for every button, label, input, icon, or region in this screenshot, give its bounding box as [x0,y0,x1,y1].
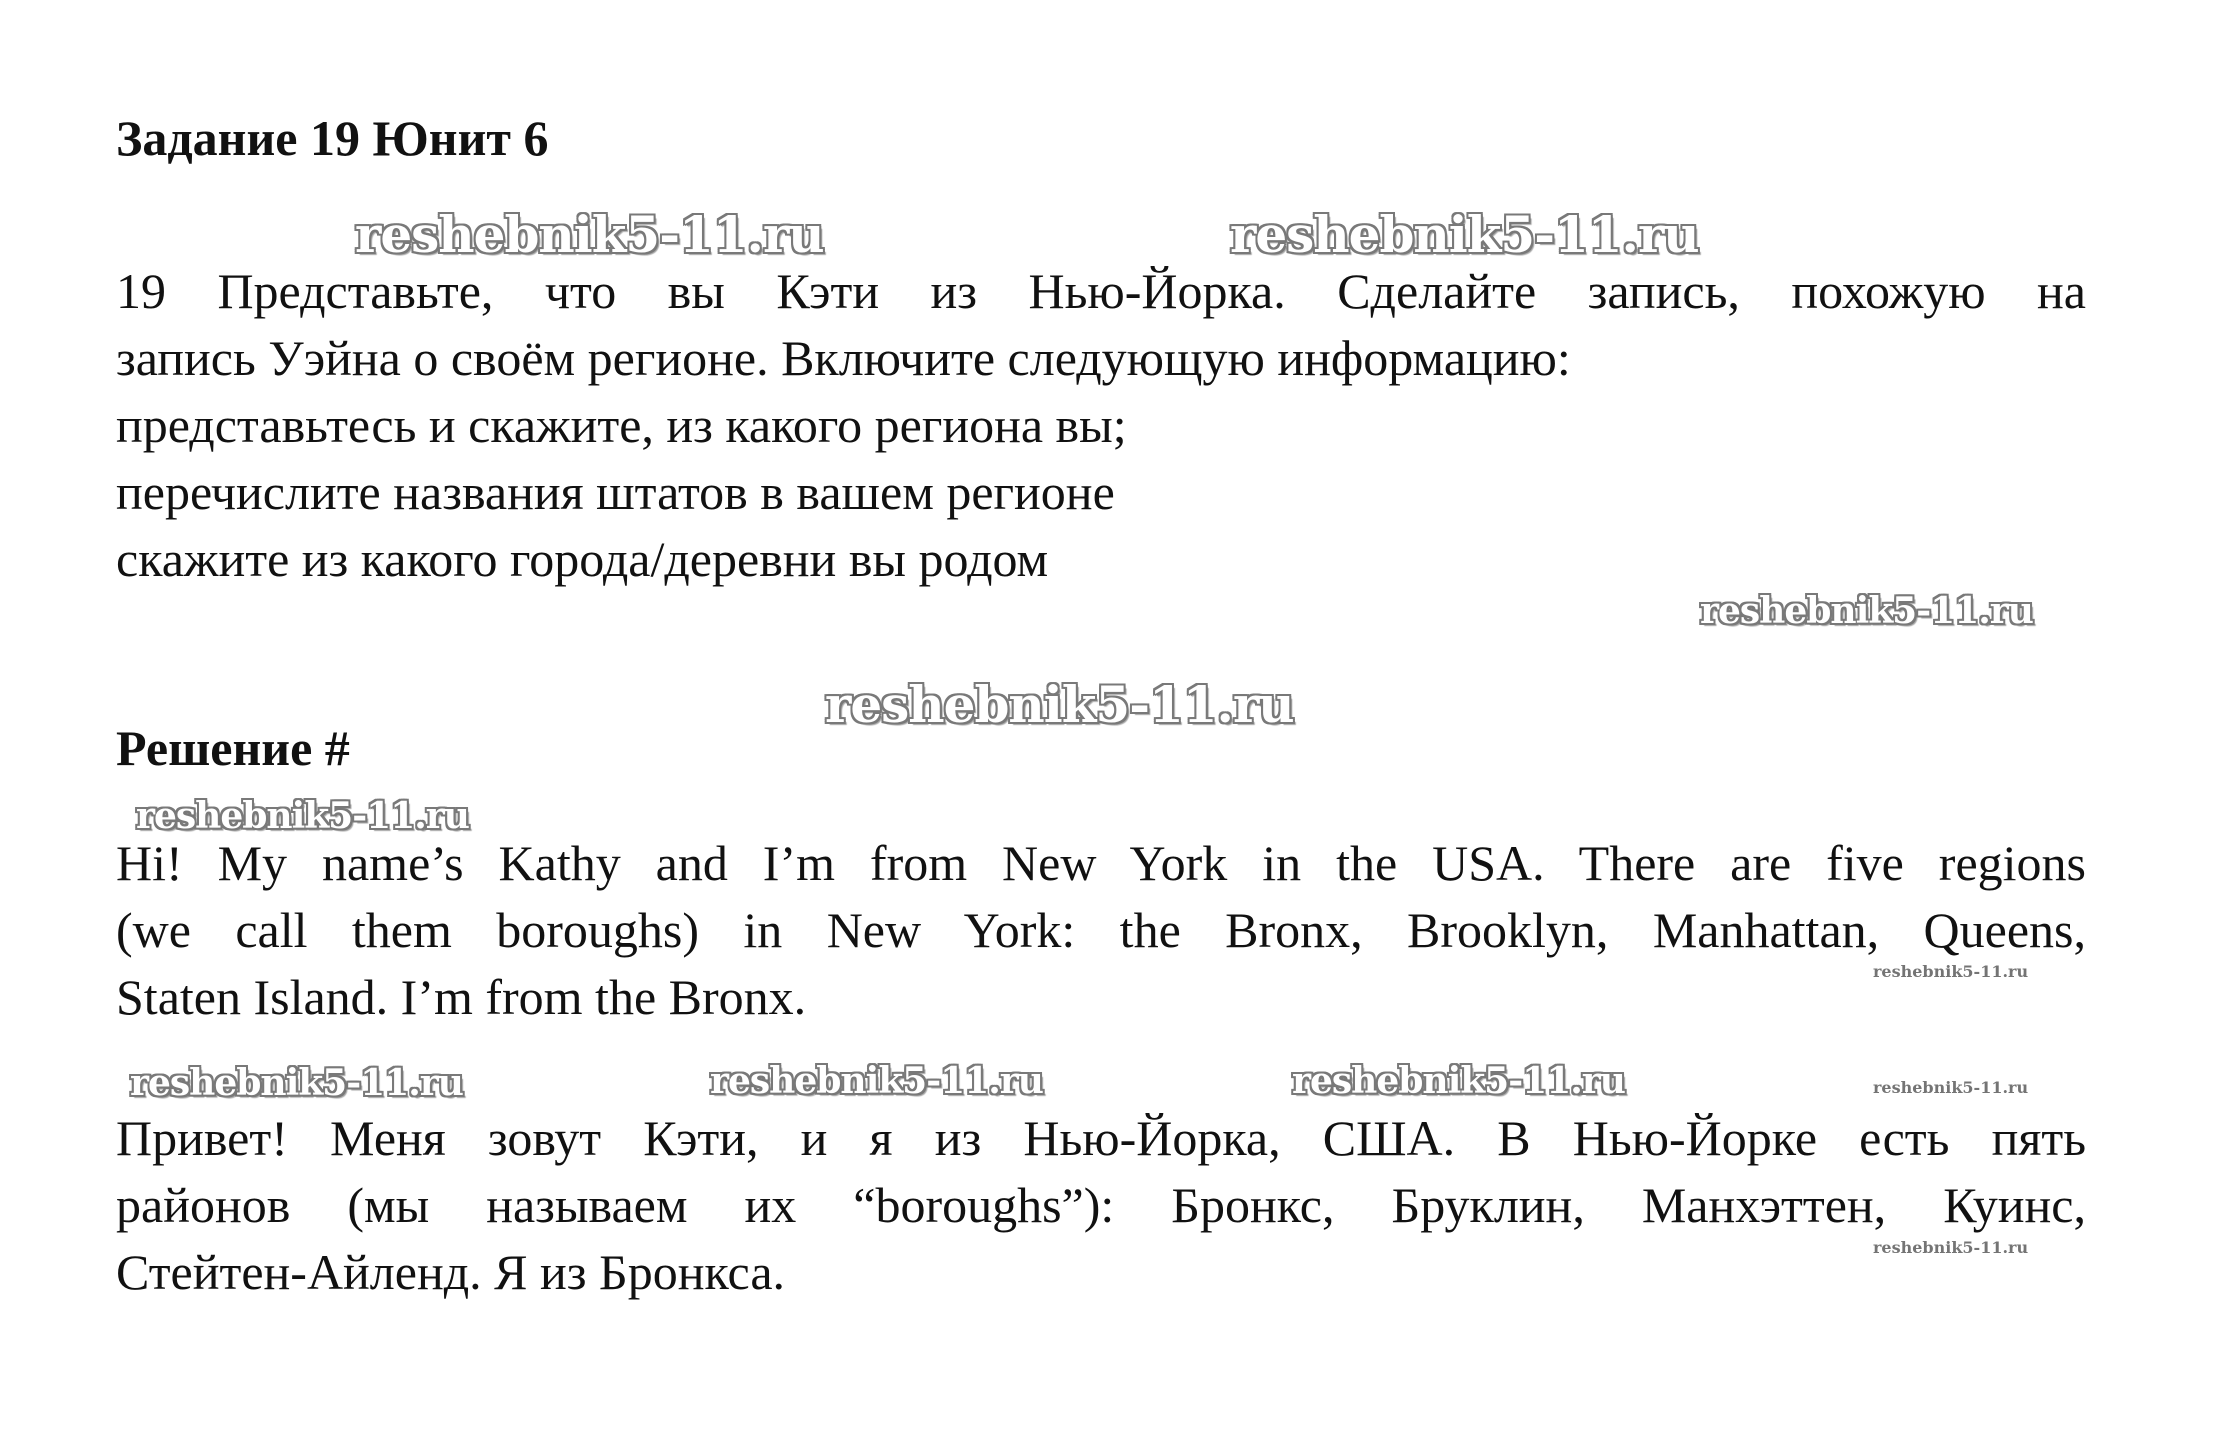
answer-english [116,830,2086,1031]
watermark: reshebnik5-11.ru [1292,1060,1625,1102]
task-line: представьтесь и скажите, из какого региона вы; [116,397,1127,453]
answer-line: Привет! Меня зовут Кэти, и я из Нью-Йорка, США. В Нью-Йорке есть пять [116,1110,2086,1166]
watermark: reshebnik5-11.ru [1873,1238,2029,1257]
answer-line: Стейтен-Айленд. Я из Бронкса. [116,1244,786,1300]
page-title: Задание 19 Юнит 6 [116,110,549,166]
answer-line: Hi! My name’s Kathy and I’m from New York in the USA. There are five regions [116,835,2086,891]
answer-line: районов (мы называем их “boroughs”): Бронкс, Бруклин, Манхэттен, Куинс, [116,1177,2086,1233]
watermark: reshebnik5-11.ru [1873,962,2029,981]
task-line: 19 Представьте, что вы Кэти из Нью-Йорка. Сделайте запись, похожую на [116,263,2086,319]
watermark: reshebnik5-11.ru [1873,1078,2029,1097]
answer-line: (we call them boroughs) in New York: the Bronx, Brooklyn, Manhattan, Queens, [116,902,2086,958]
task-line: перечислите названия штатов в вашем регионе [116,464,1115,520]
watermark: reshebnik5-11.ru [710,1060,1043,1102]
task-text [116,258,2086,593]
watermark: reshebnik5-11.ru [136,795,469,837]
answer-russian [116,1105,2086,1306]
watermark: reshebnik5-11.ru [130,1062,463,1104]
watermark: reshebnik5-11.ru [1230,205,1699,264]
watermark: reshebnik5-11.ru [355,205,824,264]
answer-line: Staten Island. I’m from the Bronx. [116,969,807,1025]
task-line: скажите из какого города/деревни вы родом [116,531,1049,587]
watermark: reshebnik5-11.ru [825,675,1294,734]
task-line: запись Уэйна о своём регионе. Включите следующую информацию: [116,330,1571,386]
solution-title: Решение # [116,720,350,776]
watermark: reshebnik5-11.ru [1700,590,2033,632]
